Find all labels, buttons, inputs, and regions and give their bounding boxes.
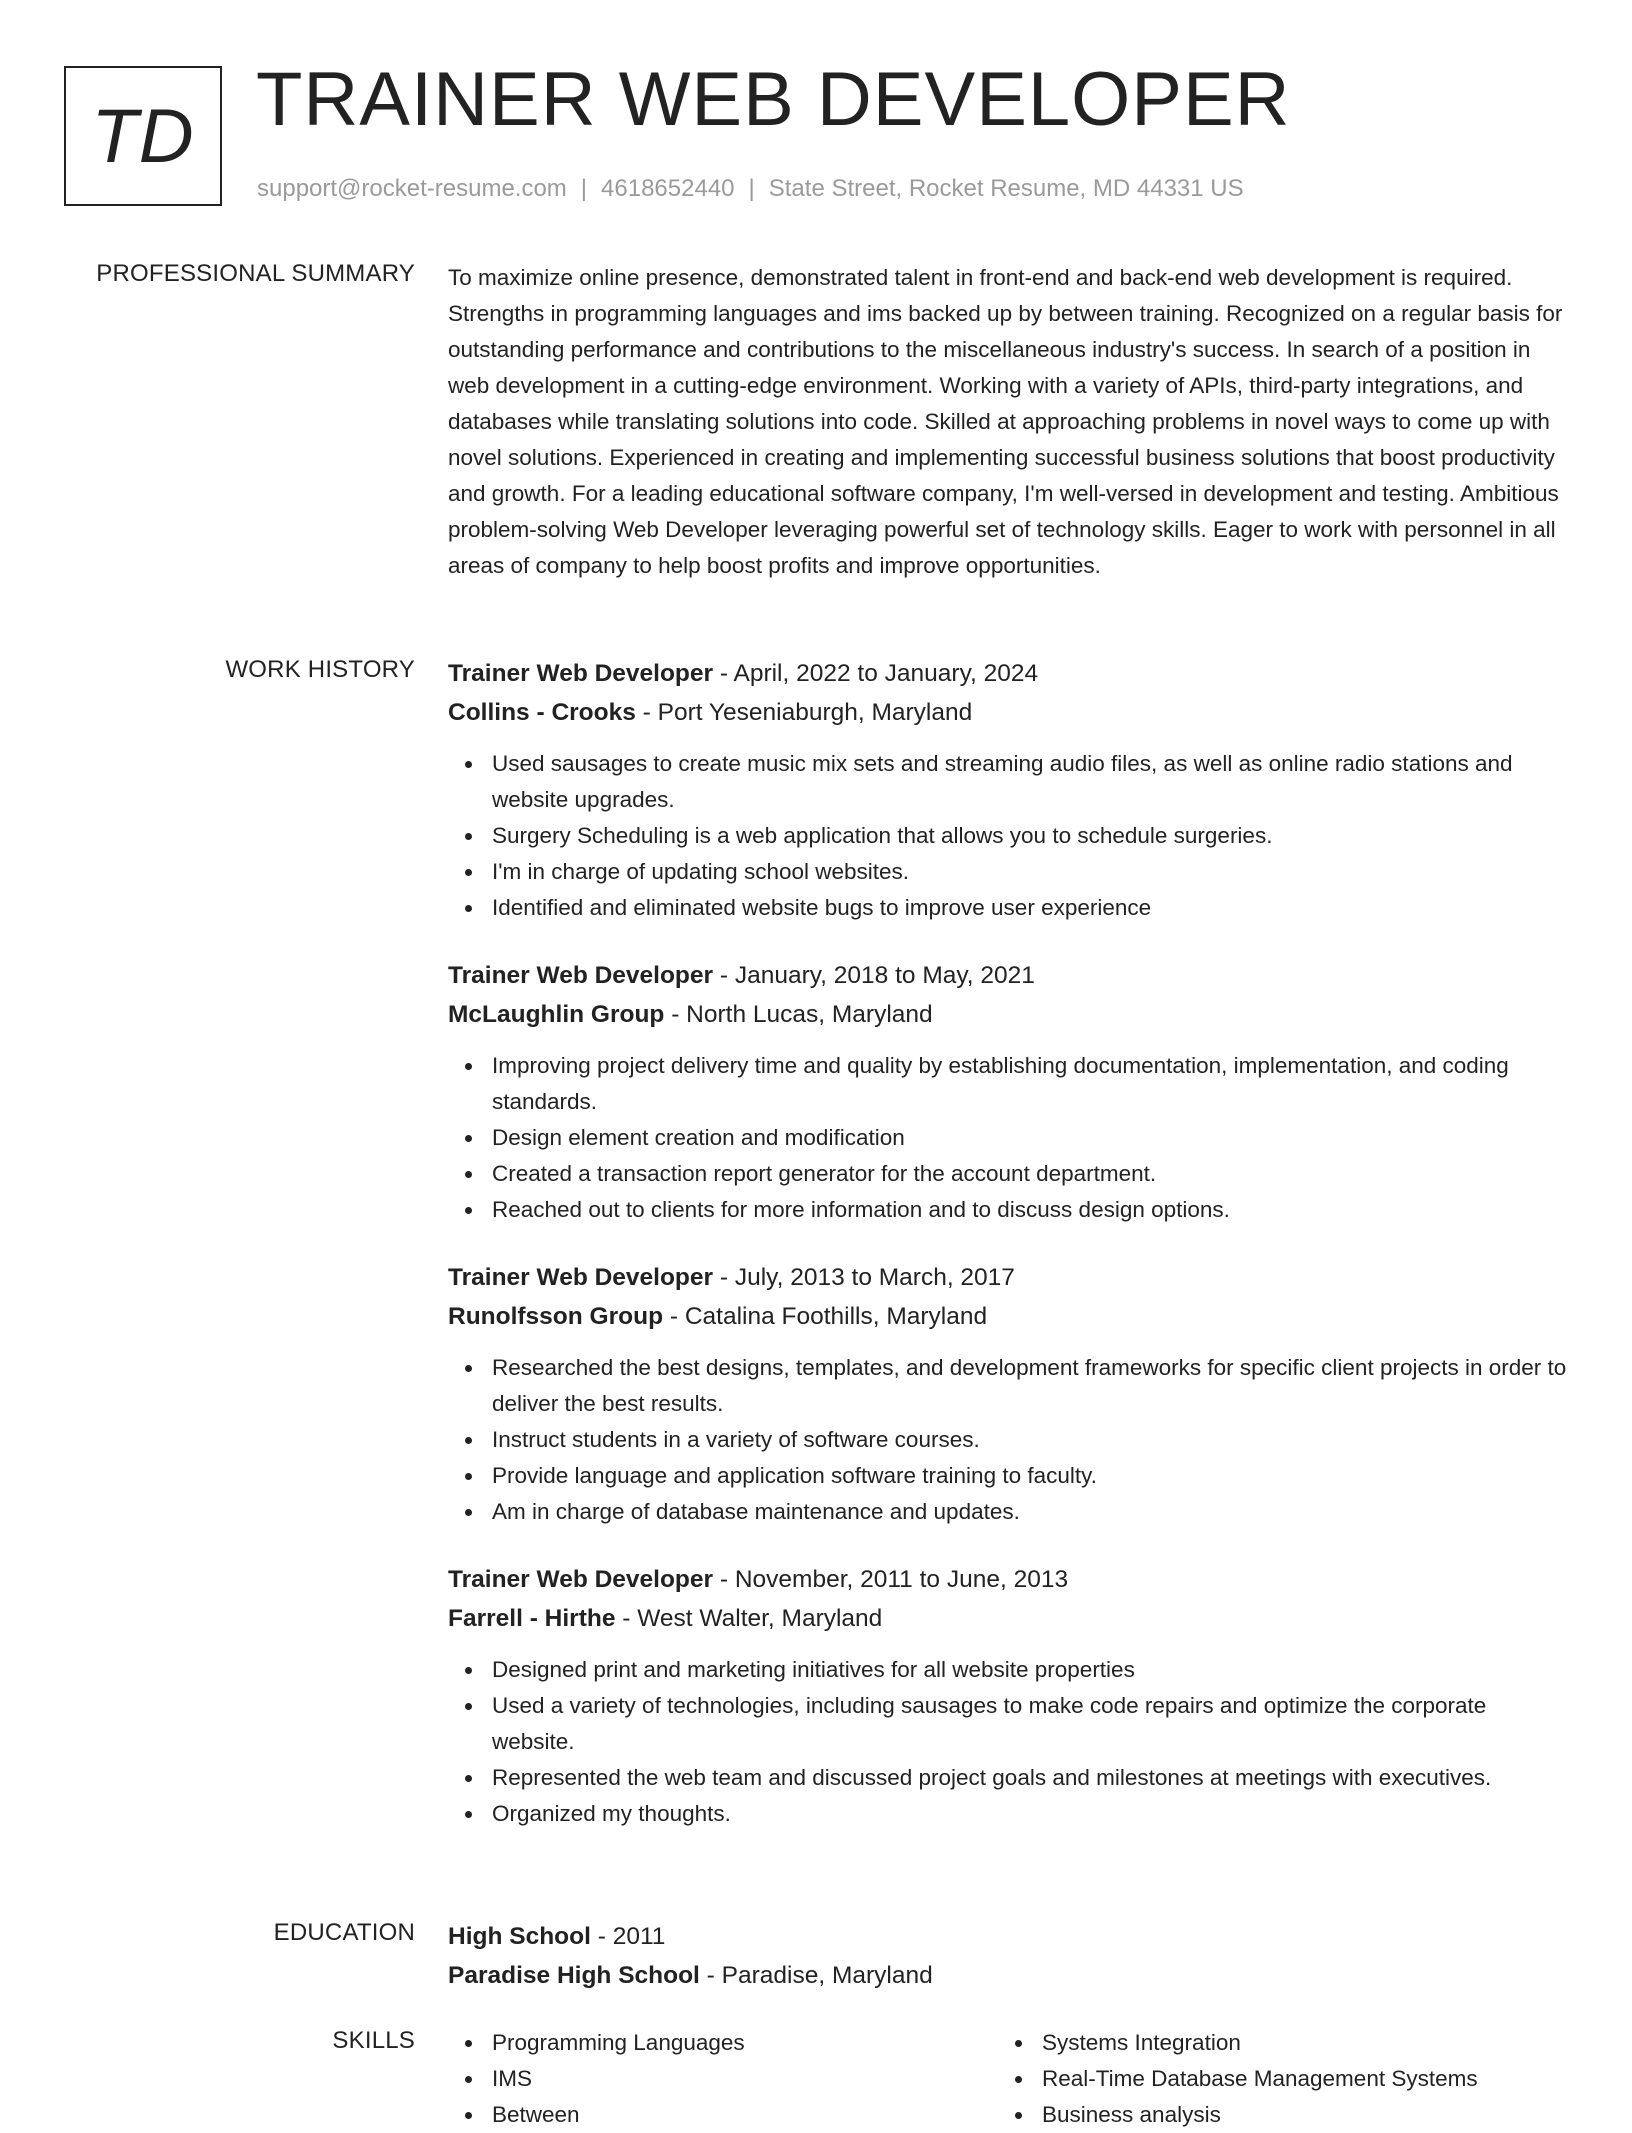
job-entry	[448, 654, 1568, 926]
list-item: Designed print and marketing initiatives for all website properties	[448, 1652, 1568, 1688]
job-dates: - November, 2011 to June, 2013	[713, 1566, 1069, 1593]
summary-body	[448, 260, 1568, 584]
list-item: Surgery Scheduling is a web application that allows you to schedule surgeries.	[448, 818, 1568, 854]
work-history-body	[448, 654, 1568, 1862]
list-item: Created a transaction report generator for the account department.	[448, 1156, 1568, 1192]
list-item: Between	[448, 2097, 998, 2133]
job-bullets	[448, 1652, 1568, 1832]
job-company: Runolfsson Group	[448, 1303, 664, 1330]
job-role: Trainer Web Developer	[448, 1566, 714, 1593]
skills-grid	[448, 2025, 1568, 2133]
contact-line	[257, 175, 1244, 203]
job-company-line	[448, 1297, 1568, 1336]
list-item: IMS	[448, 2061, 998, 2097]
education-school: Paradise High School	[448, 1962, 700, 1989]
job-company-line	[448, 995, 1568, 1034]
job-role: Trainer Web Developer	[448, 660, 714, 687]
job-role: Trainer Web Developer	[448, 1264, 714, 1291]
job-company: Collins - Crooks	[448, 699, 636, 726]
list-item: Design element creation and modification	[448, 1120, 1568, 1156]
job-company: McLaughlin Group	[448, 1001, 665, 1028]
skills-column-right	[998, 2025, 1548, 2133]
list-item: Reached out to clients for more information and to discuss design options.	[448, 1192, 1568, 1228]
education-year: - 2011	[590, 1923, 666, 1950]
education-heading: EDUCATION	[273, 1919, 415, 1946]
contact-email[interactable]: support@rocket-resume.com	[257, 175, 567, 202]
skills-body	[448, 2025, 1568, 2133]
job-dates: - April, 2022 to January, 2024	[713, 660, 1039, 687]
job-entry	[448, 1258, 1568, 1530]
education-location: - Paradise, Maryland	[699, 1962, 933, 1989]
list-item: Researched the best designs, templates, and development frameworks for specific client projects in order to deliver the best results.	[448, 1350, 1568, 1422]
job-company: Farrell - Hirthe	[448, 1605, 616, 1632]
list-item: Used a variety of technologies, including sausages to make code repairs and optimize the corporate website.	[448, 1688, 1568, 1760]
job-dates: - January, 2018 to May, 2021	[713, 962, 1035, 989]
work-history-heading: WORK HISTORY	[225, 656, 415, 683]
list-item: Real-Time Database Management Systems	[998, 2061, 1548, 2097]
summary-heading: PROFESSIONAL SUMMARY	[96, 260, 415, 287]
summary-text: To maximize online presence, demonstrated talent in front-end and back-end web development is required. Strengths in programming languages and ims backed up by between training. Recognized on a regular basis for outstanding performance and contributions to the miscellaneous industry's success. In search of a position in web development in a cutting-edge environment. Working with a variety of APIs, third-party integrations, and databases while translating solutions into code. Skilled at approaching problems in novel ways to come up with novel solutions. Experienced in creating and implementing successful business solutions that boost productivity and growth. For a leading educational software company, I'm well-versed in development and testing. Ambitious problem-solving Web Developer leveraging powerful set of technology skills. Eager to work with personnel in all areas of company to help boost profits and improve opportunities.	[448, 265, 1563, 578]
job-company-line	[448, 1599, 1568, 1638]
education-degree: High School	[448, 1923, 591, 1950]
list-item: Instruct students in a variety of software courses.	[448, 1422, 1568, 1458]
job-title-line	[448, 1258, 1568, 1297]
job-location: - West Walter, Maryland	[615, 1605, 883, 1632]
monogram: TD	[64, 66, 222, 206]
list-item: Systems Integration	[998, 2025, 1548, 2061]
list-item: Organized my thoughts.	[448, 1796, 1568, 1832]
list-item: Improving project delivery time and quality by establishing documentation, implementation, and coding standards.	[448, 1048, 1568, 1120]
skills-list	[448, 2025, 998, 2133]
contact-separator: |	[748, 175, 755, 202]
education-school-line	[448, 1956, 1568, 1995]
job-title-line	[448, 956, 1568, 995]
job-bullets	[448, 1048, 1568, 1228]
list-item: Am in charge of database maintenance and updates.	[448, 1494, 1568, 1530]
job-location: - North Lucas, Maryland	[664, 1001, 933, 1028]
list-item: Identified and eliminated website bugs to improve user experience	[448, 890, 1568, 926]
list-item: I'm in charge of updating school websites.	[448, 854, 1568, 890]
job-bullets	[448, 1350, 1568, 1530]
job-title-line	[448, 654, 1568, 693]
job-location: - Catalina Foothills, Maryland	[663, 1303, 988, 1330]
job-dates: - July, 2013 to March, 2017	[713, 1264, 1015, 1291]
page-title: TRAINER WEB DEVELOPER	[256, 57, 1291, 142]
list-item: Business analysis	[998, 2097, 1548, 2133]
skills-column-left	[448, 2025, 998, 2133]
job-bullets	[448, 746, 1568, 926]
job-entry	[448, 956, 1568, 1228]
job-role: Trainer Web Developer	[448, 962, 714, 989]
contact-address: State Street, Rocket Resume, MD 44331 US	[768, 175, 1244, 202]
list-item: Provide language and application software training to faculty.	[448, 1458, 1568, 1494]
education-body	[448, 1917, 1568, 1995]
job-entry	[448, 1560, 1568, 1832]
list-item: Used sausages to create music mix sets and streaming audio files, as well as online radio stations and website upgrades.	[448, 746, 1568, 818]
skills-heading: SKILLS	[332, 2027, 415, 2054]
job-title-line	[448, 1560, 1568, 1599]
contact-separator: |	[580, 175, 588, 202]
education-degree-line	[448, 1917, 1568, 1956]
job-location: - Port Yeseniaburgh, Maryland	[635, 699, 973, 726]
list-item: Represented the web team and discussed project goals and milestones at meetings with executives.	[448, 1760, 1568, 1796]
list-item: Programming Languages	[448, 2025, 998, 2061]
job-company-line	[448, 693, 1568, 732]
skills-list	[998, 2025, 1548, 2133]
contact-phone[interactable]: 4618652440	[601, 175, 735, 202]
